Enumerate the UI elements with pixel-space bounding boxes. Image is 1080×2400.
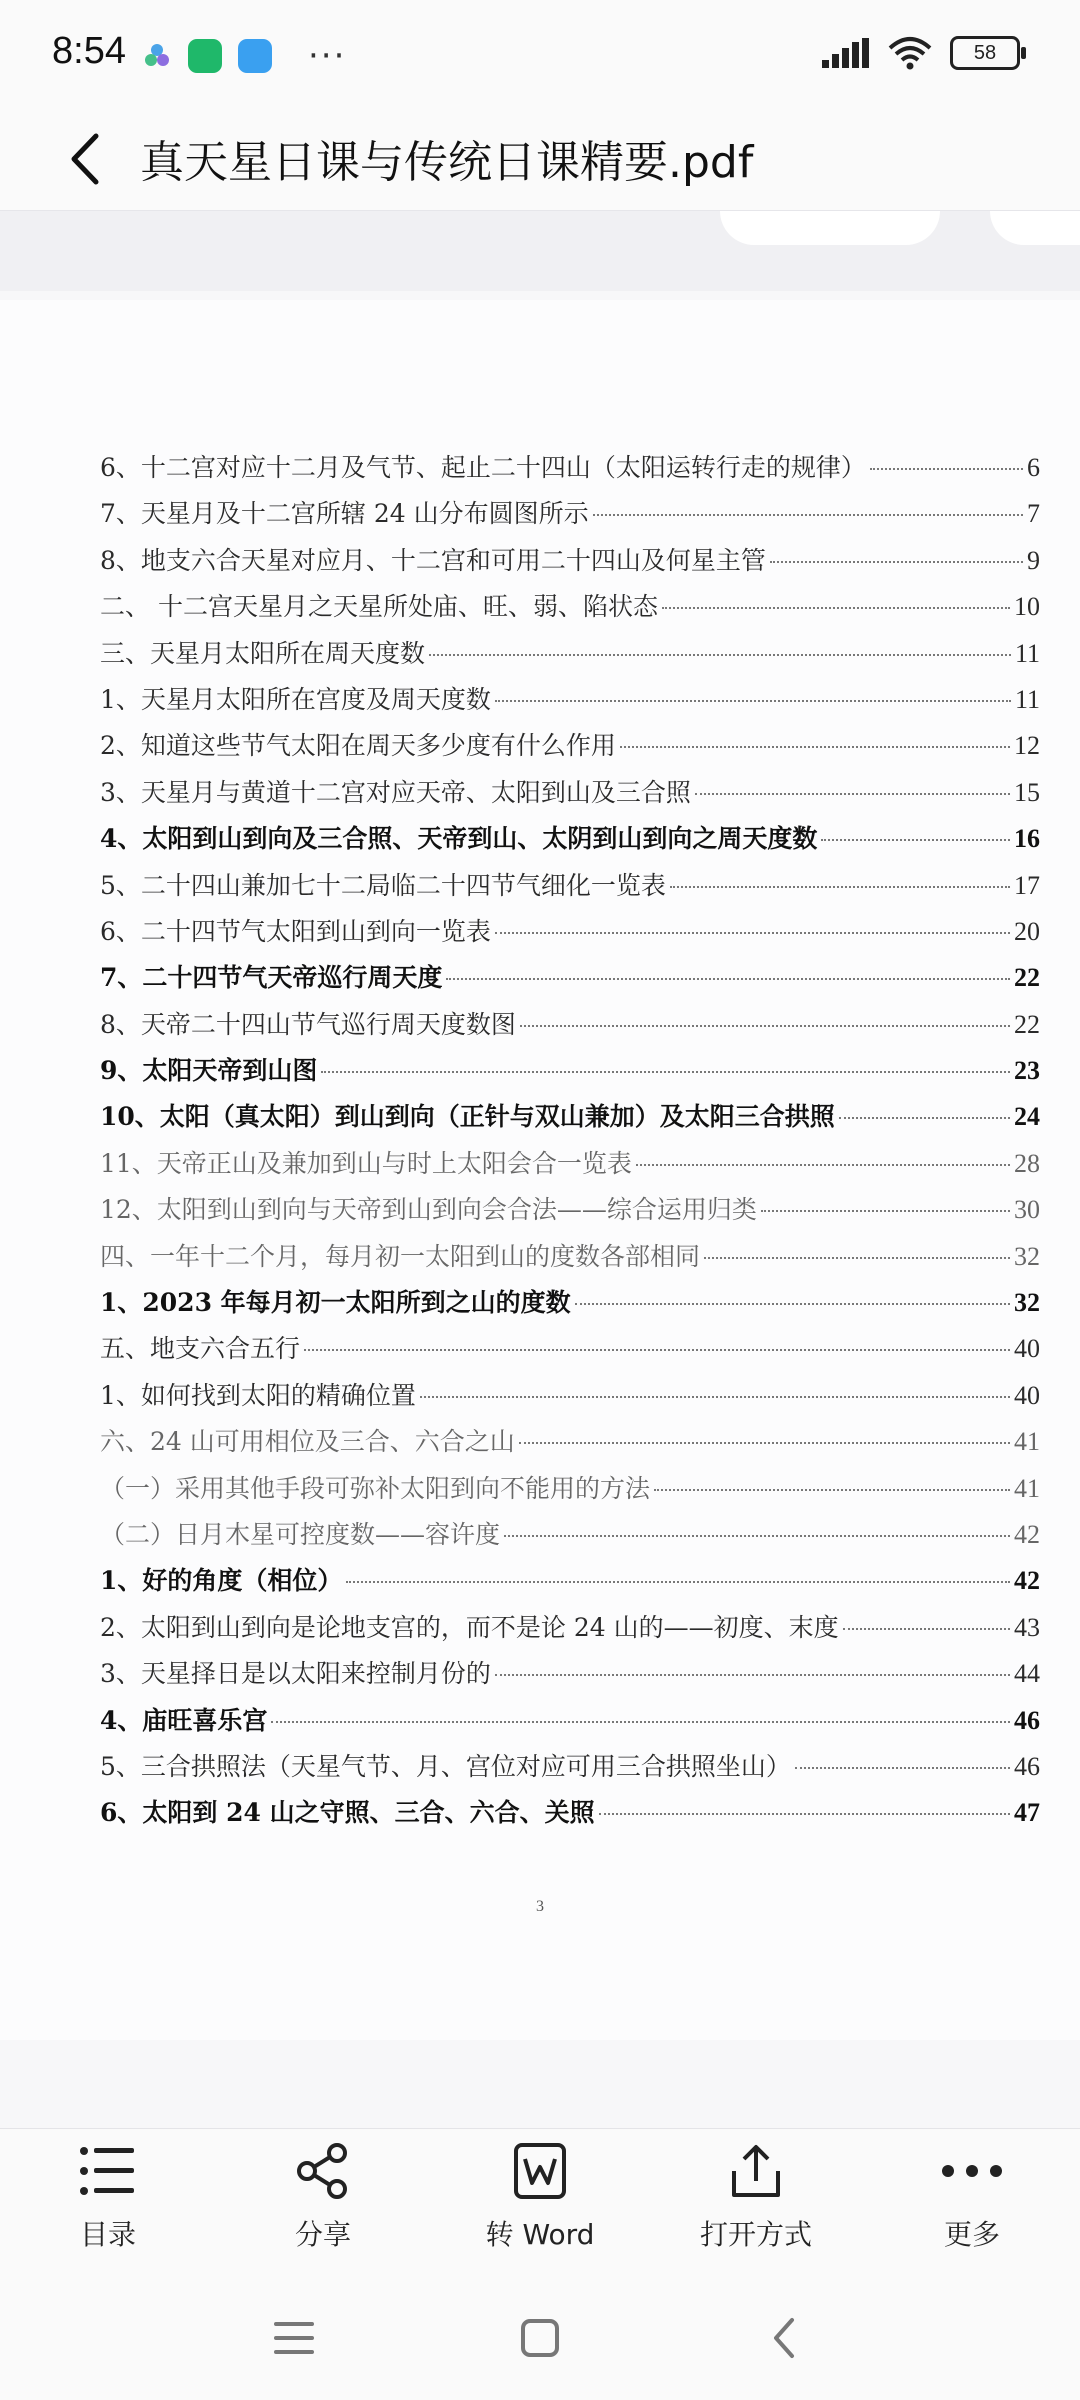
toc-entry-page: 40 — [1014, 1380, 1040, 1410]
toc-leader-dots — [495, 1674, 1010, 1676]
toc-entry[interactable] — [100, 1051, 1040, 1097]
share-icon — [293, 2143, 353, 2199]
toc-entry[interactable] — [100, 587, 1040, 633]
toc-leader-dots — [593, 514, 1023, 516]
app-square-icon — [238, 39, 272, 73]
status-time: 8:54 — [52, 30, 126, 72]
share-button[interactable] — [223, 2143, 423, 2253]
toc-entry-page: 15 — [1014, 777, 1040, 807]
toc-entry-page: 32 — [1014, 1241, 1040, 1271]
status-bar — [0, 0, 1080, 110]
toc-leader-dots — [761, 1210, 1010, 1212]
previous-page-edge — [0, 210, 1080, 291]
toc-entry[interactable] — [100, 1190, 1040, 1236]
toc-leader-dots — [839, 1117, 1010, 1119]
toc-entry-title: 10、太阳（真太阳）到山到向（正针与双山兼加）及太阳三合拱照 — [100, 1102, 835, 1132]
toc-entry[interactable] — [100, 1654, 1040, 1700]
open-with-button[interactable] — [656, 2143, 856, 2253]
toc-entry-page: 43 — [1014, 1612, 1040, 1642]
toc-entry-title: 3、天星月与黄道十二宫对应天帝、太阳到山及三合照 — [100, 777, 691, 807]
toc-leader-dots — [670, 886, 1010, 888]
status-system-icons — [822, 36, 1020, 70]
toc-entry[interactable] — [100, 1422, 1040, 1468]
toc-entry-page: 6 — [1027, 453, 1040, 482]
toc-entry-title: 5、三合拱照法（天星气节、月、宫位对应可用三合拱照坐山） — [100, 1751, 791, 1781]
toc-leader-dots — [620, 746, 1010, 748]
toc-entry[interactable] — [100, 1469, 1040, 1515]
bottom-toolbar — [0, 2128, 1080, 2271]
toc-entry-page: 11 — [1014, 638, 1040, 668]
toc-leader-dots — [519, 1442, 1010, 1444]
toc-entry-title: 4、庙旺喜乐宫 — [100, 1705, 268, 1735]
toc-entry-page: 42 — [1014, 1519, 1040, 1549]
shield-app-icon — [188, 39, 222, 73]
toc-leader-dots — [795, 1767, 1010, 1769]
back-arrow-icon[interactable] — [52, 124, 122, 194]
toc-entry[interactable] — [100, 1237, 1040, 1283]
share-label: 分享 — [294, 2218, 351, 2251]
toc-entry-title: 1、如何找到太阳的精确位置 — [100, 1380, 416, 1410]
more-dots-icon — [940, 2143, 1004, 2199]
toc-entry[interactable] — [100, 1608, 1040, 1654]
upload-share-icon — [726, 2143, 786, 2199]
toc-leader-dots — [346, 1581, 1010, 1583]
toc-entry-title: 9、太阳天帝到山图 — [100, 1056, 318, 1086]
to-word-button[interactable] — [440, 2143, 640, 2253]
toc-entry-title: （二）日月木星可控度数——容许度 — [100, 1519, 501, 1549]
toc-entry-title: 12、太阳到山到向与天帝到山到向会合法——综合运用归类 — [100, 1195, 757, 1225]
toc-entry[interactable] — [100, 726, 1040, 772]
toc-entry-page: 32 — [1014, 1288, 1040, 1318]
toc-entry-title: 6、二十四节气太阳到山到向一览表 — [100, 916, 491, 946]
toc-entry-page: 20 — [1014, 916, 1040, 946]
home-nav-icon[interactable] — [510, 2308, 570, 2368]
toc-leader-dots — [704, 1257, 1010, 1259]
toc-entry-title: 7、天星月及十二宫所辖 24 山分布圆图所示 — [100, 499, 589, 529]
toc-entry-title: 5、二十四山兼加七十二局临二十四节气细化一览表 — [100, 870, 666, 900]
table-of-contents — [100, 448, 1040, 1840]
list-icon — [78, 2143, 138, 2199]
toc-entry-page: 11 — [1014, 684, 1040, 714]
toc-entry[interactable] — [100, 1144, 1040, 1190]
toc-entry-page: 22 — [1014, 963, 1040, 993]
toc-entry[interactable] — [100, 819, 1040, 865]
toc-entry-page: 22 — [1014, 1009, 1040, 1039]
toc-leader-dots — [770, 561, 1023, 563]
toc-entry-title: 二、 十二宫天星月之天星所处庙、旺、弱、陷状态 — [100, 592, 658, 622]
toc-entry-page: 44 — [1014, 1659, 1040, 1689]
pdf-page[interactable] — [0, 300, 1080, 2040]
battery-icon: 58 — [950, 36, 1020, 70]
toc-entry[interactable] — [100, 494, 1040, 540]
toc-entry[interactable] — [100, 1376, 1040, 1422]
toc-entry-page: 7 — [1027, 499, 1040, 529]
toc-entry[interactable] — [100, 1561, 1040, 1607]
more-label: 更多 — [943, 2218, 1000, 2251]
toc-leader-dots — [662, 607, 1010, 609]
toc-entry-title: 三、天星月太阳所在周天度数 — [100, 638, 426, 668]
status-more-icon: ··· — [308, 36, 347, 76]
toc-entry[interactable] — [100, 1005, 1040, 1051]
catalog-button[interactable] — [8, 2143, 208, 2253]
document-title: 真天星日课与传统日课精要.pdf — [140, 137, 754, 188]
toc-entry[interactable] — [100, 680, 1040, 726]
toc-entry[interactable] — [100, 912, 1040, 958]
toc-entry-page: 41 — [1014, 1473, 1040, 1503]
toc-leader-dots — [271, 1721, 1010, 1723]
toc-entry-page: 40 — [1014, 1334, 1040, 1364]
toc-leader-dots — [495, 700, 1011, 702]
toc-leader-dots — [446, 978, 1010, 980]
toc-entry-title: 6、十二宫对应十二月及气节、起止二十四山（太阳运转行走的规律） — [100, 453, 866, 482]
toc-entry-title: （一）采用其他手段可弥补太阳到向不能用的方法 — [100, 1473, 651, 1503]
toc-entry[interactable] — [100, 1097, 1040, 1143]
status-notification-icons — [140, 36, 346, 76]
menu-nav-icon[interactable] — [264, 2308, 324, 2368]
toc-entry-title: 11、天帝正山及兼加到山与时上太阳会合一览表 — [100, 1148, 632, 1178]
wifi-icon — [888, 36, 932, 70]
page-edge-shape — [720, 211, 940, 245]
toc-entry-title: 8、地支六合天星对应月、十二宫和可用二十四山及何星主管 — [100, 545, 766, 575]
page-number: 3 — [536, 1898, 544, 1915]
toc-entry[interactable] — [100, 1283, 1040, 1329]
title-bar — [0, 110, 1080, 210]
back-nav-icon[interactable] — [756, 2308, 816, 2368]
toc-entry[interactable] — [100, 1701, 1040, 1747]
toc-entry-page: 24 — [1014, 1102, 1040, 1132]
toc-leader-dots — [843, 1628, 1010, 1630]
toc-entry-page: 30 — [1014, 1195, 1040, 1225]
toc-entry-title: 六、24 山可用相位及三合、六合之山 — [100, 1427, 515, 1457]
toc-leader-dots — [654, 1489, 1010, 1491]
toc-entry-page: 16 — [1014, 824, 1040, 854]
toc-entry[interactable] — [100, 634, 1040, 680]
toc-entry-page: 10 — [1014, 592, 1040, 622]
toc-entry-page: 12 — [1014, 731, 1040, 761]
toc-leader-dots — [695, 793, 1010, 795]
toc-entry-title: 1、2023 年每月初一太阳所到之山的度数 — [100, 1288, 571, 1318]
toc-entry-page: 23 — [1014, 1056, 1040, 1086]
toc-entry-page: 41 — [1014, 1427, 1040, 1457]
toc-entry-page: 42 — [1014, 1566, 1040, 1596]
toc-entry-page: 46 — [1014, 1705, 1040, 1735]
toc-entry-title: 1、好的角度（相位） — [100, 1566, 343, 1596]
toc-leader-dots — [599, 1813, 1010, 1815]
flower-icon — [142, 41, 172, 71]
toc-leader-dots — [575, 1303, 1010, 1305]
toc-entry-title: 6、太阳到 24 山之守照、三合、六合、关照 — [100, 1798, 595, 1828]
toc-entry-title: 4、太阳到山到向及三合照、天帝到山、太阴到山到向之周天度数 — [100, 824, 818, 854]
toc-entry-title: 2、太阳到山到向是论地支宫的，而不是论 24 山的——初度、末度 — [100, 1612, 839, 1642]
toc-entry[interactable] — [100, 1747, 1040, 1793]
toc-entry[interactable] — [100, 1515, 1040, 1561]
toc-leader-dots — [504, 1535, 1010, 1537]
toc-entry-title: 2、知道这些节气太阳在周天多少度有什么作用 — [100, 731, 616, 761]
toc-entry-title: 3、天星择日是以太阳来控制月份的 — [100, 1659, 491, 1689]
open-with-label: 打开方式 — [699, 2218, 812, 2251]
toc-leader-dots — [520, 1025, 1010, 1027]
toc-entry[interactable] — [100, 1329, 1040, 1375]
toc-entry-title: 8、天帝二十四山节气巡行周天度数图 — [100, 1009, 516, 1039]
toc-entry[interactable] — [100, 1793, 1040, 1839]
toc-entry[interactable] — [100, 541, 1040, 587]
to-word-label: 转 Word — [485, 2218, 595, 2251]
toc-leader-dots — [821, 839, 1010, 841]
toc-entry-page: 17 — [1014, 870, 1040, 900]
toc-entry[interactable] — [100, 448, 1040, 494]
toc-leader-dots — [429, 654, 1011, 656]
toc-entry[interactable] — [100, 773, 1040, 819]
more-button[interactable] — [872, 2143, 1072, 2253]
toc-entry-page: 46 — [1014, 1751, 1040, 1781]
toc-entry-title: 四、一年十二个月，每月初一太阳到山的度数各部相同 — [100, 1241, 701, 1271]
toc-leader-dots — [870, 468, 1023, 470]
word-doc-icon — [510, 2143, 570, 2199]
toc-entry-page: 47 — [1014, 1798, 1040, 1828]
catalog-label: 目录 — [79, 2218, 136, 2251]
toc-entry[interactable] — [100, 958, 1040, 1004]
toc-entry-title: 五、地支六合五行 — [100, 1334, 301, 1364]
toc-entry-title: 7、二十四节气天帝巡行周天度 — [100, 963, 443, 993]
toc-leader-dots — [636, 1164, 1010, 1166]
toc-leader-dots — [304, 1349, 1010, 1351]
toc-leader-dots — [321, 1071, 1010, 1073]
toc-leader-dots — [420, 1396, 1010, 1398]
toc-entry-title: 1、天星月太阳所在宫度及周天度数 — [100, 684, 491, 714]
toc-entry-page: 28 — [1014, 1148, 1040, 1178]
signal-icon — [822, 38, 870, 68]
toc-leader-dots — [495, 932, 1010, 934]
toc-entry-page: 9 — [1027, 545, 1040, 575]
page-edge-shape — [990, 211, 1080, 245]
system-nav-bar — [0, 2270, 1080, 2400]
toc-entry[interactable] — [100, 866, 1040, 912]
